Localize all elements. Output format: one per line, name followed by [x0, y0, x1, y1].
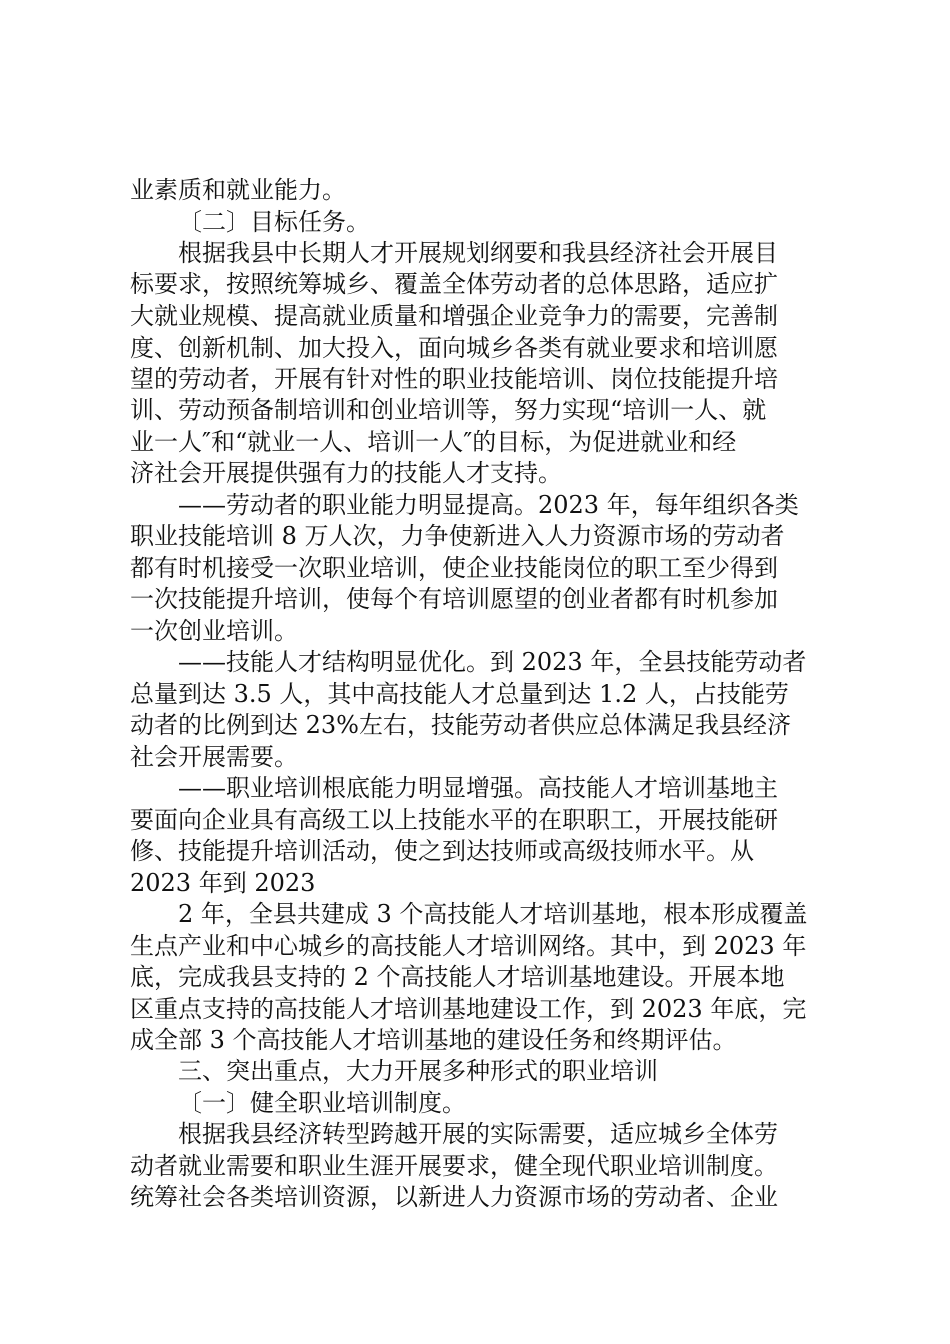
- text-line: 济社会开展提供强有力的技能人才支持。: [130, 459, 562, 487]
- text-line: 都有时机接受一次职业培训，使企业技能岗位的职工至少得到: [130, 554, 778, 582]
- text-line: 根据我县中长期人才开展规划纲要和我县经济社会开展目: [178, 239, 778, 267]
- text-line: 生点产业和中心城乡的高技能人才培训网络。其中，到 2023 年: [130, 932, 807, 960]
- text-line: ——劳动者的职业能力明显提高。2023 年，每年组织各类: [178, 491, 799, 519]
- text-line: 动者就业需要和职业生涯开展要求，健全现代职业培训制度。: [130, 1152, 778, 1180]
- text-line: 望的劳动者，开展有针对性的职业技能培训、岗位技能提升培: [130, 365, 778, 393]
- text-line: ——技能人才结构明显优化。到 2023 年，全县技能劳动者: [178, 648, 807, 676]
- text-line: 大就业规模、提高就业质量和增强企业竞争力的需要，完善制: [130, 302, 778, 330]
- text-line: 2 年，全县共建成 3 个高技能人才培训基地，根本形成覆盖: [178, 900, 808, 928]
- text-line: 一次创业培训。: [130, 617, 298, 645]
- text-line: 成全部 3 个高技能人才培训基地的建设任务和终期评估。: [130, 1026, 737, 1054]
- text-line: 2023 年到 2023: [130, 869, 316, 897]
- text-line: 业一人″和“就业一人、培训一人″的目标，为促进就业和经: [130, 428, 737, 456]
- text-line: 业素质和就业能力。: [130, 176, 346, 204]
- section-heading: 三、突出重点，大力开展多种形式的职业培训: [178, 1057, 658, 1085]
- text-line: 总量到达 3.5 人，其中高技能人才总量到达 1.2 人，占技能劳: [130, 680, 789, 708]
- text-line: 动者的比例到达 23%左右，技能劳动者供应总体满足我县经济: [130, 711, 791, 739]
- text-line: ——职业培训根底能力明显增强。高技能人才培训基地主: [178, 774, 778, 802]
- text-line: 训、劳动预备制培训和创业培训等，努力实现“培训一人、就: [130, 396, 767, 424]
- section-heading: 〔一〕健全职业培训制度。: [178, 1089, 466, 1117]
- text-line: 修、技能提升培训活动，使之到达技师或高级技师水平。从: [130, 837, 754, 865]
- text-line: 一次技能提升培训，使每个有培训愿望的创业者都有时机参加: [130, 585, 778, 613]
- text-line: 职业技能培训 8 万人次，力争使新进入人力资源市场的劳动者: [130, 522, 785, 550]
- text-line: 要面向企业具有高级工以上技能水平的在职职工，开展技能研: [130, 806, 778, 834]
- text-line: 统筹社会各类培训资源，以新进人力资源市场的劳动者、企业: [130, 1183, 778, 1211]
- text-line: 社会开展需要。: [130, 743, 298, 771]
- section-heading: 〔二〕目标任务。: [178, 208, 370, 236]
- text-line: 度、创新机制、加大投入，面向城乡各类有就业要求和培训愿: [130, 334, 778, 362]
- text-line: 根据我县经济转型跨越开展的实际需要，适应城乡全体劳: [178, 1120, 778, 1148]
- text-line: 区重点支持的高技能人才培训基地建设工作，到 2023 年底，完: [130, 995, 807, 1023]
- text-line: 标要求，按照统筹城乡、覆盖全体劳动者的总体思路，适应扩: [130, 270, 778, 298]
- text-line: 底，完成我县支持的 2 个高技能人才培训基地建设。开展本地: [130, 963, 785, 991]
